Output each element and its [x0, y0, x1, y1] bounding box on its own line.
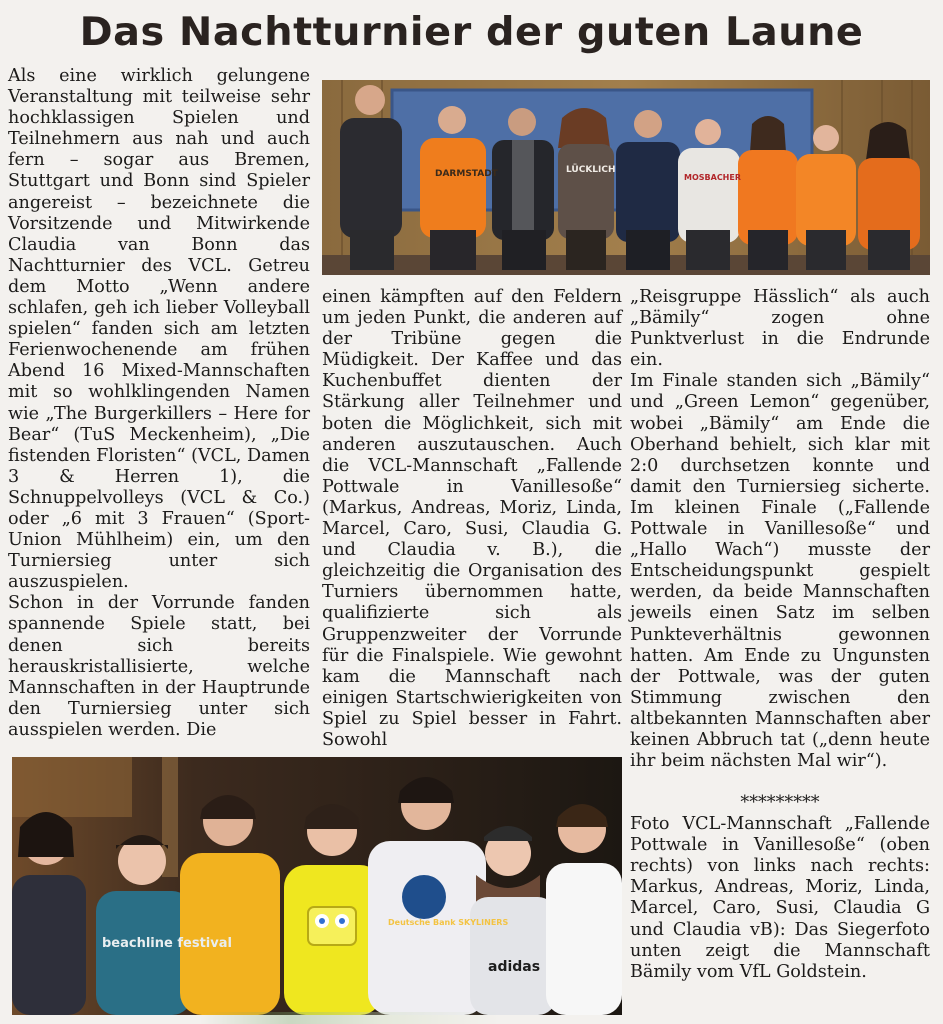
shirt-text: MOSBACHER — [684, 173, 742, 182]
paragraph: Schon in der Vorrunde fanden spannende Spiele statt, bei denen sich bereits herauskristallisierte, welche Mannschaften in der Hauptrunde den Turniersieg unter sich ausspielen werden. Die — [8, 593, 310, 740]
team-photo-pottwale — [322, 80, 930, 275]
shirt-text: DARMSTADT — [435, 169, 498, 179]
article-column-2 — [322, 287, 622, 751]
paragraph: Als eine wirklich gelungene Veranstaltung mit teilweise sehr hochklassigen Spielen und Teilnehmern aus nah und auch fern – sogar aus Bremen, Stuttgart und Bonn sind Spieler angereist – bezeichnete die Vorsitzende und Mitwirkende Claudia van Bonn das Nachtturnier des VCL. Getreu dem Motto „Wenn andere schlafen, geh ich lieber Volleyball spielen“ fanden sich am letzten Ferienwochenende am frühen Abend 16 Mixed-Mannschaften mit so wohlklingenden Namen wie „The Burgerkillers – Here for Bear“ (TuS Meckenheim), „Die fistenden Floristen“ (VCL, Damen 3 & Herren 1), die Schnuppelvolleys (VCL & Co.) oder „6 mit 3 Frauen“ (Sport-Union Mühlheim) ein, um den Turniersieg unter sich auszuspielen. — [8, 66, 310, 593]
paragraph: einen kämpften auf den Feldern um jeden Punkt, die anderen auf der Tribüne gegen die Müdigkeit. Der Kaffee und das Kuchenbuffet dienten der Stärkung aller Teilnehmer und boten die Möglichkeit, sich mit anderen auszutauschen. Auch die VCL-Mannschaft „Fallende Pottwale in Vanillesoße“ (Markus, Andreas, Moriz, Linda, Marcel, Caro, Susi, Claudia G. und Claudia v. B.), die gleichzeitig die Organisation des Turniers übernommen hatte, qualifizierte sich als Gruppenzweiter der Vorrunde für die Finalspiele. Wie gewohnt kam die Mannschaft nach einigen Startschwierigkeiten von Spiel zu Spiel besser in Fahrt. Sowohl — [322, 287, 622, 750]
team-photo-baemily-image — [12, 757, 622, 1015]
photo-caption-block — [630, 793, 930, 983]
decorative-strip — [200, 1012, 500, 1024]
paragraph: Im Finale standen sich „Bämily“ und „Green Lemon“ gegenüber, wobei „Bämily“ am Ende die Oberhand behielt, sich klar mit 2:0 durchsetzen konnte und damit den Turniersieg sicherte. Im kleinen Finale („Fallende Pottwale in Vanillesoße“ und „Hallo Wach“) musste der Entscheidungspunkt gespielt werden, da beide Mannschaften jeweils einen Satz im selben Punkteverhältnis gewonnen hatten. Am Ende zu Ungunsten der Pottwale, was der guten Stimmung zwischen den altbekannten Mannschaften aber keinen Abbruch tat („denn heute ihr beim nächsten Mal wir“). — [630, 371, 930, 772]
photo-caption: Foto VCL-Mannschaft „Fallende Pottwale in Vanillesoße“ (oben rechts) von links nach rechts: Markus, Andreas, Moriz, Linda, Marcel, Caro, Susi, Claudia G und Claudia vB): Das Siegerfoto unten zeigt die Mannschaft Bämily vom VfL Goldstein. — [630, 814, 930, 982]
team-photo-baemily — [12, 757, 622, 1015]
separator: ********* — [740, 793, 820, 813]
article-column-3 — [630, 287, 930, 772]
shirt-text: Deutsche Bank SKYLINERS — [388, 918, 509, 927]
paragraph: „Reisgruppe Hässlich“ als auch „Bämily“ zogen ohne Punktverlust in die Endrunde ein. — [630, 287, 930, 371]
article-column-1 — [8, 66, 310, 741]
shirt-text: beachline festival — [102, 936, 232, 951]
shirt-text: LÜCKLICH — [566, 165, 616, 175]
shirt-text: adidas — [488, 959, 541, 975]
team-photo-pottwale-image — [322, 80, 930, 275]
article-headline: Das Nachtturnier der guten Laune — [79, 10, 864, 55]
